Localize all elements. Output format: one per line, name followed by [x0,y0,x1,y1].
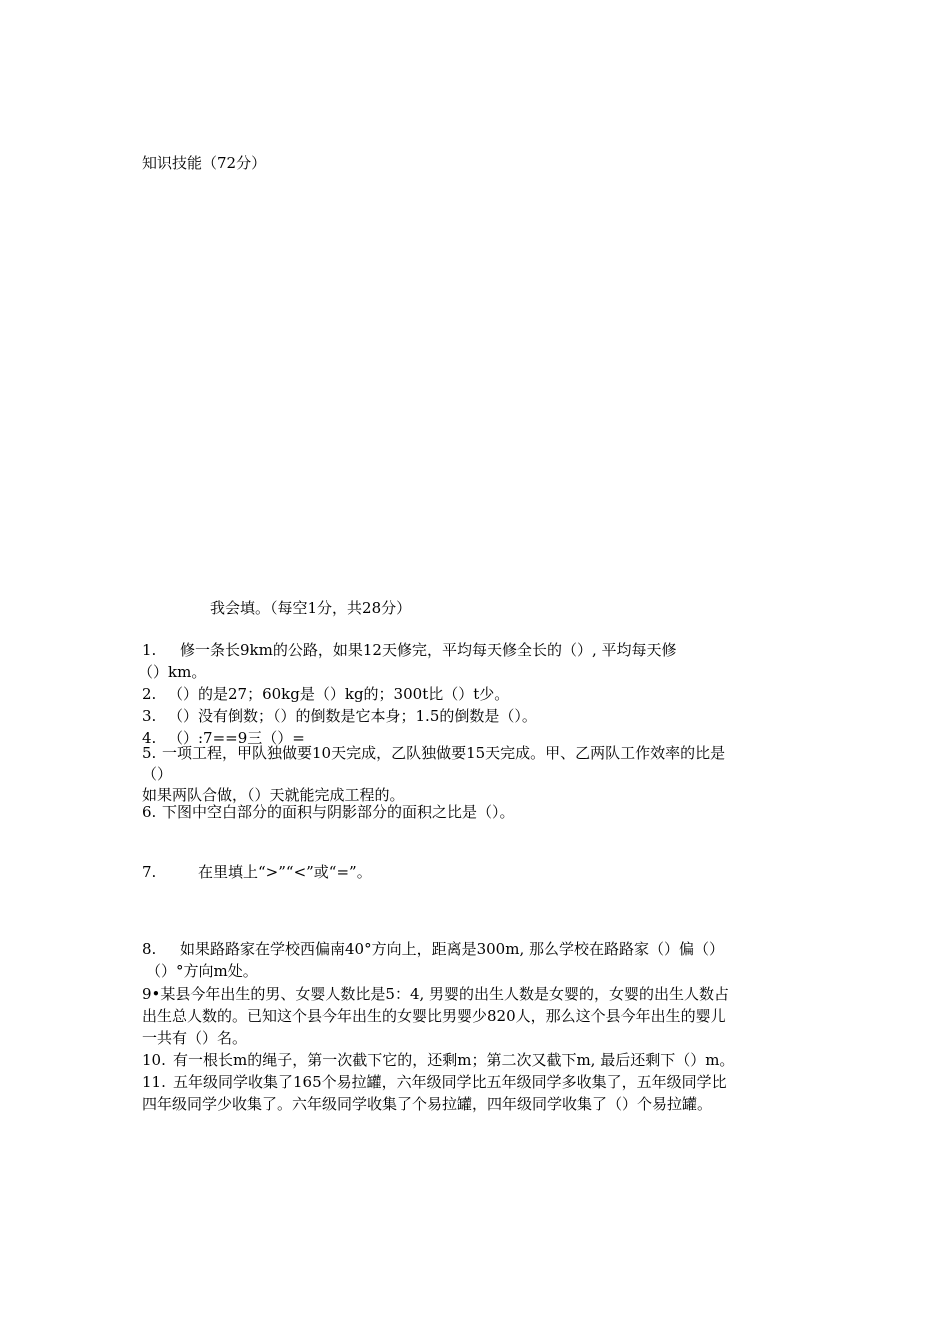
question-number: 4. [142,729,157,747]
question-text: 如果路路家在学校西偏南40°方向上，距离是300m, 那么学校在路路家（）偏（） [180,940,724,958]
question-number: 9• [142,985,161,1003]
question-text: 五年级同学收集了165个易拉罐，六年级同学比五年级同学多收集了，五年级同学比 [173,1073,727,1091]
question-8-line-2: （）°方向m处。 [146,962,258,980]
question-text: 某县今年出生的男、女婴人数比是5：4, 男婴的出生人数是女婴的，女婴的出生人数占 [160,985,730,1003]
subsection-title: 我会填。（每空1分，共28分） [210,599,412,617]
question-number: 1. [142,641,157,659]
question-2 [142,683,509,705]
question-8-line-1 [142,938,724,960]
question-text: 一项工程，甲队独做要10天完成，乙队独做要15天完成。甲、乙两队工作效率的比是 [162,744,726,762]
question-5-line-1 [142,742,725,764]
question-text: 有一根长m的绳子，第一次截下它的，还剩m；第二次又截下m, 最后还剩下（）m。 [173,1051,735,1069]
question-text: 下图中空白部分的面积与阴影部分的面积之比是（）。 [162,803,515,821]
question-number: 8. [142,940,157,958]
question-9-line-3: 一共有（）名。 [142,1029,248,1047]
question-6 [142,801,515,823]
question-11-line-2: 四年级同学少收集了。六年级同学收集了个易拉罐，四年级同学收集了（）个易拉罐。 [142,1095,713,1113]
question-text: （）的是27；60kg是（）kg的；300t比（）t少。 [168,685,510,703]
question-number: 7. [142,863,157,881]
question-9-line-1 [142,983,729,1005]
question-number: 10. [142,1051,166,1069]
question-number: 2. [142,685,157,703]
question-text: 修一条长9km的公路，如果12天修完，平均每天修全长的（）, 平均每天修 [180,641,677,659]
question-3 [142,705,537,727]
question-5-line-3: 如果两队合做，（）天就能完成工程的。 [142,786,405,804]
question-text: 在里填上“>”“<”或“=”。 [198,863,372,881]
question-5-line-2: （） [142,765,173,783]
question-9-line-2: 出生总人数的。已知这个县今年出生的女婴比男婴少820人，那么这个县今年出生的婴儿 [142,1007,726,1025]
question-text: （）没有倒数；（）的倒数是它本身；1.5的倒数是（）。 [168,707,537,725]
question-11-line-1 [142,1071,727,1093]
question-1-line-2: （）km。 [138,663,207,681]
question-10 [142,1049,734,1071]
section-title: 知识技能（72分） [142,154,267,172]
question-number: 5. [142,744,157,762]
question-number: 6. [142,803,157,821]
question-1-line-1 [142,639,676,661]
question-number: 11. [142,1073,166,1091]
question-text: （）:7==9三（）= [168,729,305,747]
question-number: 3. [142,707,157,725]
question-7 [142,861,372,883]
